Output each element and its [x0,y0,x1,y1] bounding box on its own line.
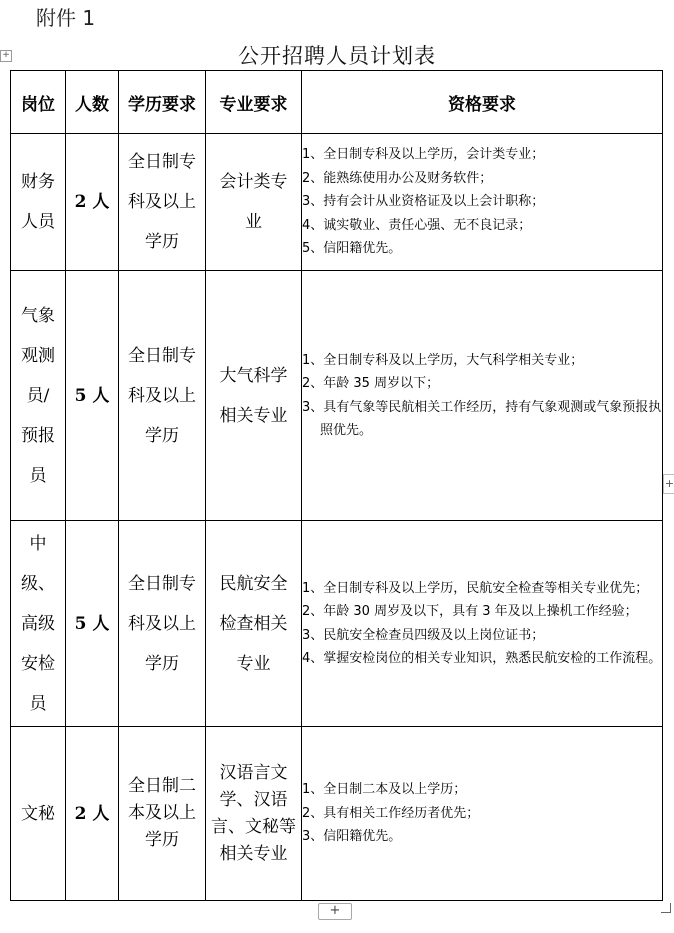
cell-position [11,521,66,727]
cell-line: 员/ [26,385,50,406]
cell-line: 民航安全 [219,573,288,594]
cell-line: 相关专业 [219,843,288,864]
cell-position [11,271,66,521]
requirement-item: 3、持有会计从业资格证及以上会计职称； [302,194,545,210]
table-row [11,134,663,271]
cell-line: 大气科学 [219,365,288,386]
cell-count: 5 人 [66,271,119,521]
requirement-item: 4、诚实敬业、责任心强、无不良记录； [302,217,532,233]
cell-line: 业 [245,212,262,232]
cell-line: 汉语言文 [219,762,288,783]
cell-line: 专业 [236,653,271,674]
cell-count: 2 人 [66,134,119,271]
cell-line: 科及以上 [128,192,196,212]
requirement-item: 2、年龄 35 周岁以下； [302,376,440,391]
cell-line: 安检 [21,653,55,674]
requirement-item: 3、民航安全检查员四级及以上岗位证书； [302,627,545,643]
requirement-item: 1、全日制专科及以上学历，会计类专业； [302,147,545,163]
cell-line: 全日制专 [128,152,196,172]
cell-position [11,727,66,901]
cell-requirements [302,271,663,521]
cell-major [206,134,302,271]
cell-line: 学、汉语 [219,789,288,810]
attachment-label: 附件 1 [36,6,96,30]
requirement-item: 2、年龄 30 周岁及以下，具有 3 年及以上操机工作经验； [302,604,638,619]
cell-line: 文秘 [21,803,55,824]
cell-line: 相关专业 [219,405,288,426]
cell-line: 预报 [21,425,55,446]
table-resize-handle-icon[interactable] [661,903,671,913]
requirement-item: 1、全日制专科及以上学历，民航安全检查等相关专业优先； [302,580,649,596]
cell-line: 全日制专 [128,573,196,594]
cell-line: 会计类专 [219,172,288,192]
requirement-item: 5、信阳籍优先。 [302,241,402,257]
header-count: 人数 [66,71,119,134]
cell-count: 2 人 [66,727,119,901]
cell-line: 级、 [21,573,55,594]
cell-line: 员 [29,465,47,486]
add-column-button[interactable]: + [663,474,674,494]
cell-line: 全日制二 [128,776,196,796]
cell-requirements [302,521,663,727]
cell-line: 人员 [21,212,55,232]
header-education: 学历要求 [119,71,206,134]
cell-line: 科及以上 [128,613,196,634]
cell-line: 学历 [145,425,179,446]
cell-line: 学历 [145,830,179,850]
requirement-item: 1、全日制专科及以上学历，大气科学相关专业； [302,352,584,368]
cell-requirements [302,727,663,901]
cell-line: 科及以上 [128,385,196,406]
table-row [11,727,663,901]
cell-education [119,727,206,901]
cell-position [11,134,66,271]
cell-major [206,521,302,727]
cell-line: 员 [29,693,47,714]
cell-line: 观测 [21,345,55,366]
cell-education [119,271,206,521]
table-move-handle-icon[interactable]: + [0,50,12,62]
cell-major [206,727,302,901]
cell-line: 财务 [21,172,55,192]
cell-line: 高级 [21,613,55,634]
cell-education [119,521,206,727]
cell-line: 学历 [145,653,179,674]
cell-requirements [302,134,663,271]
add-row-button[interactable]: + [318,903,352,920]
header-qualification: 资格要求 [302,71,663,134]
cell-line: 气象 [21,305,55,326]
table-row [11,271,663,521]
cell-line: 学历 [145,232,179,252]
cell-line: 全日制专 [128,345,196,366]
recruitment-plan-table [10,70,663,901]
cell-count: 5 人 [66,521,119,727]
table-row [11,521,663,727]
requirement-item: 2、具有相关工作经历者优先； [302,805,480,821]
header-position: 岗位 [11,71,66,134]
requirement-item: 2、能熟练使用办公及财务软件； [302,170,493,186]
table-header-row [11,71,663,134]
requirement-item: 1、全日制二本及以上学历； [302,782,467,798]
requirement-item: 4、掌握安检岗位的相关专业知识，熟悉民航安检的工作流程。 [302,651,662,666]
requirement-item: 3、信阳籍优先。 [302,829,402,845]
page-title: 公开招聘人员计划表 [238,44,436,68]
cell-line: 检查相关 [219,613,288,634]
cell-major [206,271,302,521]
cell-education [119,134,206,271]
requirement-item: 3、具有气象等民航相关工作经历，持有气象观测或气象预报执照优先。 [302,399,662,438]
header-major: 专业要求 [206,71,302,134]
cell-line: 本及以上 [128,803,196,823]
cell-line: 言、文秘等 [211,816,296,837]
cell-line: 中 [29,533,47,554]
